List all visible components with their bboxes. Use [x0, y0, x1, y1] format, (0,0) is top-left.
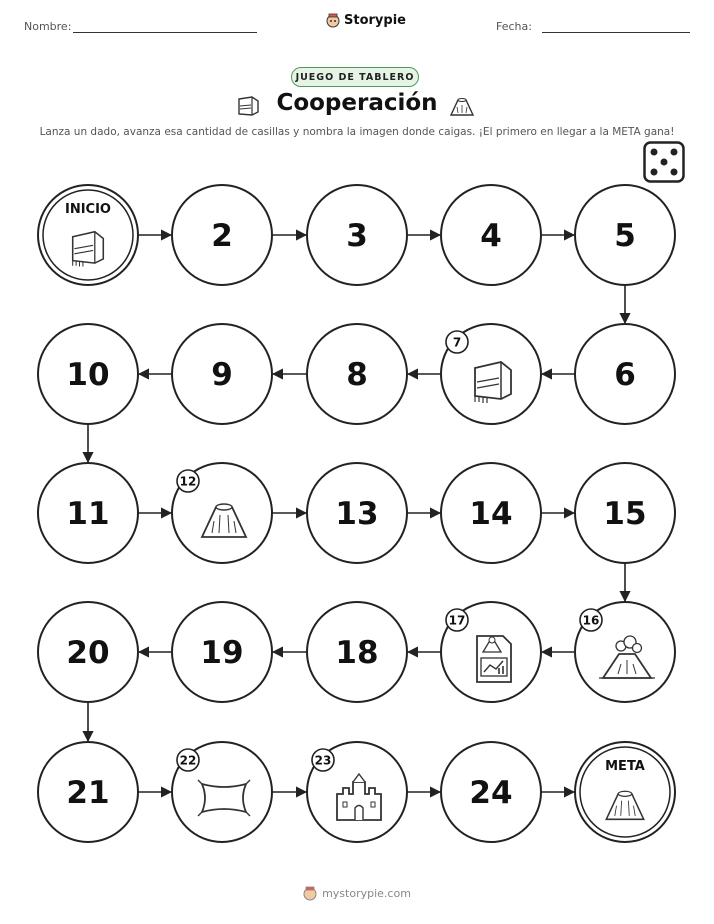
space-number: 24 — [469, 775, 513, 811]
board-space-4 — [441, 185, 541, 285]
space-number: 3 — [346, 218, 368, 254]
space-number: 9 — [211, 357, 233, 393]
board-space-12 — [172, 463, 272, 563]
board-space-6 — [575, 324, 675, 424]
space-number: 16 — [582, 613, 600, 628]
board-space-7 — [441, 324, 541, 424]
board-space-3 — [307, 185, 407, 285]
space-number: 17 — [448, 613, 466, 628]
board-space-9 — [172, 324, 272, 424]
brand-name: Storypie — [344, 13, 406, 28]
board-space-17 — [441, 602, 541, 702]
board-space-23 — [307, 742, 407, 842]
instructions: Lanza un dado, avanza esa cantidad de casillas y nombra la imagen donde caigas. ¡El primero en llegar a la META gana! — [39, 126, 675, 138]
board-space-20 — [38, 602, 138, 702]
space-number: 7 — [452, 335, 462, 350]
page-title: Cooperación — [276, 90, 438, 116]
space-number: 6 — [614, 357, 636, 393]
board-space-22 — [172, 742, 272, 842]
finish-label: META — [605, 759, 645, 774]
date-label: Fecha: — [496, 20, 532, 33]
board-space-24 — [441, 742, 541, 842]
scarf-icon — [73, 232, 104, 267]
space-number: 23 — [314, 753, 332, 768]
space-number: 13 — [335, 496, 379, 532]
space-number: 11 — [66, 496, 110, 532]
space-number: 20 — [66, 635, 110, 671]
start-label: INICIO — [65, 202, 111, 217]
space-number: 2 — [211, 218, 233, 254]
volcano-report-icon — [477, 636, 511, 682]
board-space-8 — [307, 324, 407, 424]
board-space-21 — [38, 742, 138, 842]
board-space-13 — [307, 463, 407, 563]
footer — [0, 886, 714, 901]
space-number: 14 — [469, 496, 513, 532]
space-number: 15 — [603, 496, 647, 532]
space-number: 22 — [179, 753, 197, 768]
board-space-14 — [441, 463, 541, 563]
space-number: 18 — [335, 635, 379, 671]
board-space-16 — [575, 602, 675, 702]
board-space-5 — [575, 185, 675, 285]
board-space-11 — [38, 463, 138, 563]
board-space-2 — [172, 185, 272, 285]
scarf-icon — [475, 362, 511, 403]
board-space-10 — [38, 324, 138, 424]
space-number: 8 — [346, 357, 368, 393]
space-number: 12 — [179, 474, 197, 489]
storypie-mascot-icon — [303, 886, 317, 901]
space-number: 4 — [480, 218, 502, 254]
start-space — [38, 185, 138, 285]
board-space-18 — [307, 602, 407, 702]
name-label: Nombre: — [24, 20, 72, 33]
footer-website: mystorypie.com — [322, 887, 411, 900]
space-number: 21 — [66, 775, 110, 811]
board-space-19 — [172, 602, 272, 702]
board-space-15 — [575, 463, 675, 563]
game-type-badge: JUEGO DE TABLERO — [291, 67, 419, 87]
space-number: 10 — [66, 357, 110, 393]
space-number: 19 — [200, 635, 244, 671]
space-number: 5 — [614, 218, 636, 254]
finish-space — [575, 742, 675, 842]
